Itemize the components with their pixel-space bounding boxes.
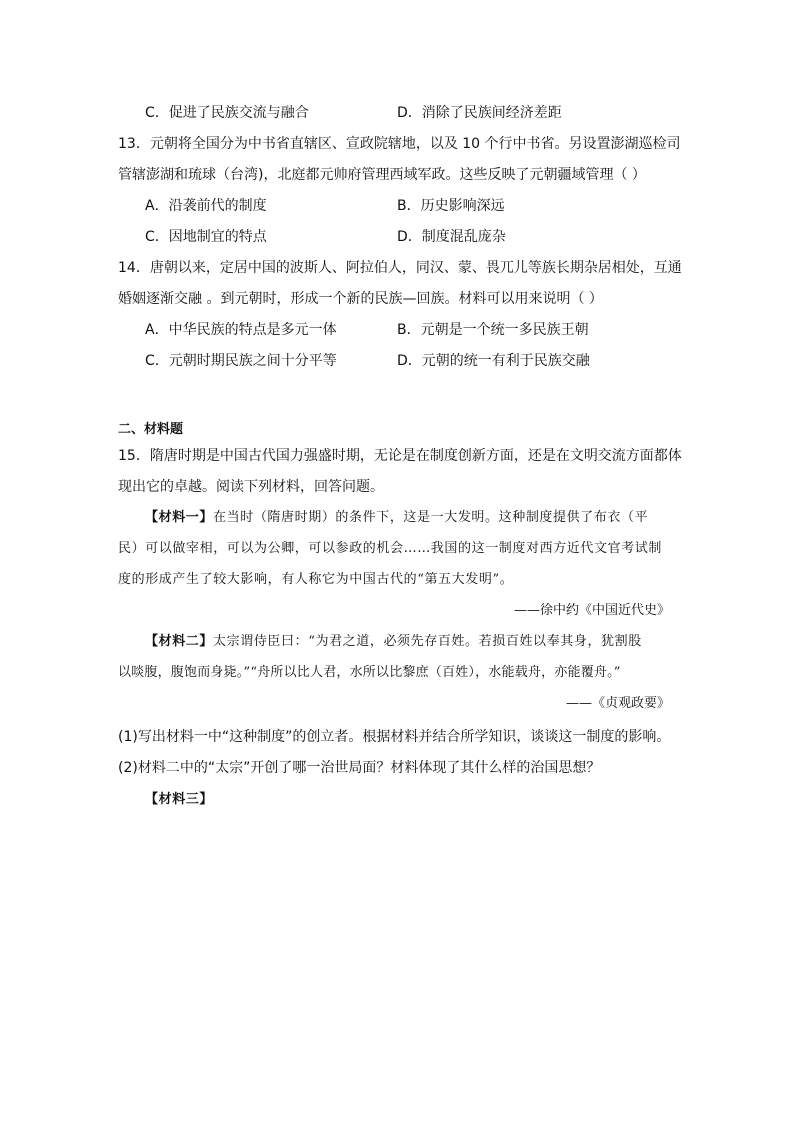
- q14-stem-line2: 婚姻逐渐交融 。到元朝时，形成一个新的民族—回族。材料可以用来说明（ ）: [118, 291, 603, 307]
- material3-label: 【材料三】: [145, 792, 214, 807]
- material2-source: ——《贞观政要》: [565, 696, 670, 711]
- q15-stem-line2: 现出它的卓越。阅读下列材料，回答问题。: [118, 479, 384, 495]
- section-heading: 二、材料题: [118, 422, 184, 437]
- q14-option-d: D．元朝的统一有利于民族交融: [397, 353, 590, 369]
- material2-line2: 以啖腹，腹饱而身毙。”“舟所以比人君，水所以比黎庶（百姓），水能载舟，亦能覆舟。”: [118, 665, 621, 680]
- q14-option-b: B．元朝是一个统一多民族王朝: [397, 322, 589, 338]
- q12-option-d: D．消除了民族间经济差距: [397, 105, 562, 121]
- q13-option-b: B．历史影响深远: [397, 198, 505, 214]
- material1-line3: 度的形成产生了较大影响，有人称它为中国古代的“第五大发明”。: [118, 572, 514, 587]
- material1-source: ——徐中约《中国近代史》: [513, 603, 670, 618]
- material2-text: 太宗谓侍臣曰：“为君之道，必须先存百姓。若损百姓以奉其身，犹割股: [213, 634, 642, 649]
- q13-option-c: C．因地制宜的特点: [145, 229, 267, 245]
- material1-line2: 民）可以做宰相，可以为公卿，可以参政的机会……我国的这一制度对西方近代文官考试制: [118, 541, 663, 556]
- q15-subquestion-1: (1)写出材料一中“这种制度”的创立者。根据材料并结合所学知识，谈谈这一制度的影响。: [118, 729, 671, 745]
- material2-line1: [145, 632, 642, 652]
- material1-text: 在当时（隋唐时期）的条件下，这是一大发明。这种制度提供了布衣（平: [213, 510, 649, 525]
- q15-stem-line1: 15．隋唐时期是中国古代国力强盛时期，无论是在制度创新方面，还是在文明交流方面都体: [118, 448, 682, 464]
- q13-option-d: D．制度混乱庞杂: [397, 229, 506, 245]
- q13-option-a: A．沿袭前代的制度: [145, 198, 267, 214]
- material2-label: 【材料二】: [145, 634, 214, 649]
- material1-line1: [145, 508, 648, 528]
- q13-stem-line1: 13．元朝将全国分为中书省直辖区、宣政院辖地，以及 10 个行中书省。另设置澎湖巡检司: [118, 136, 681, 152]
- q12-option-c: C．促进了民族交流与融合: [145, 105, 309, 121]
- material1-label: 【材料一】: [145, 510, 214, 525]
- q14-option-a: A．中华民族的特点是多元一体: [145, 322, 337, 338]
- q14-option-c: C．元朝时期民族之间十分平等: [145, 353, 337, 369]
- q14-stem-line1: 14．唐朝以来，定居中国的波斯人、阿拉伯人，同汉、蒙、畏兀儿等族长期杂居相处，互通: [118, 260, 682, 276]
- q15-subquestion-2: (2)材料二中的“太宗”开创了哪一治世局面？材料体现了其什么样的治国思想？: [118, 760, 601, 776]
- q13-stem-line2: 管辖澎湖和琉球（台湾)，北庭都元帅府管理西域军政。这些反映了元朝疆域管理（ ）: [118, 167, 646, 183]
